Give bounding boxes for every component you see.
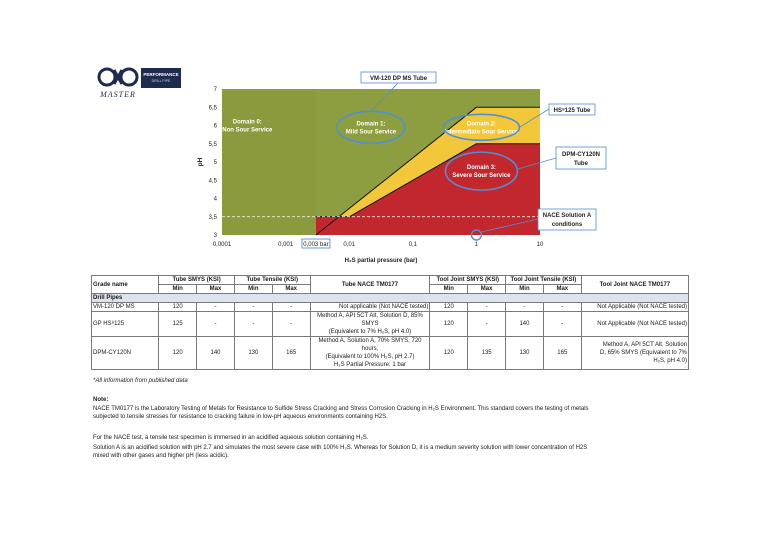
note-paragraph-1 <box>93 405 693 421</box>
cell-tj-tensile-max: - <box>543 303 581 312</box>
cell-tube-nace-line2: (Equivalent to 7% H₂S, pH 4.0) <box>328 329 412 335</box>
note-p3-line1: Solution A is an acidified solution with pH 2.7 and simulates the most severe case with 100% H₂S. Whereas for Solution D, it is a medium severity solution with lower concentration of H2S <box>93 445 588 451</box>
callout-dpm-text2: Tube <box>574 161 588 167</box>
header-max: Max <box>543 285 581 294</box>
cell-tube-tensile-max: - <box>272 303 310 312</box>
cell-tj-smys-min: 120 <box>430 312 468 337</box>
cell-tj-smys-min: 120 <box>430 337 468 370</box>
callout-hs125 <box>549 104 595 115</box>
header-tube-smys: Tube SMYS (KSI) <box>159 276 235 285</box>
header-grade: Grade name <box>92 276 159 294</box>
table-row <box>92 312 689 337</box>
callout-dpm <box>556 147 606 169</box>
callout-nace <box>538 209 596 230</box>
cell-tj-nace-line1: Method A, API 5CT Alt. Solution <box>602 342 687 348</box>
cell-tube-smys-min: 120 <box>159 303 197 312</box>
header-max: Max <box>272 285 310 294</box>
logo-badge-subtitle: DRILL PIPE <box>151 79 171 83</box>
cell-tube-nace-line2: (Equivalent to 100% H₂S, pH 2.7) <box>325 354 415 360</box>
header-tube-tensile: Tube Tensile (KSI) <box>234 276 310 285</box>
logo-badge-title: PERFORMANCE <box>143 72 179 77</box>
footnote: *All information from published data <box>93 378 188 384</box>
y-tick-label: 5,5 <box>208 141 217 148</box>
y-tick-label: 3,5 <box>208 214 217 221</box>
cell-tj-tensile-max: - <box>543 312 581 337</box>
cell-tj-nace <box>581 312 688 337</box>
callout-dpm-text1: DPM-CY120N <box>561 152 601 158</box>
domain-2-desc: Intermediate Sour Service <box>444 129 519 136</box>
logo-brand: MASTER <box>100 90 136 99</box>
cell-tj-tensile-max: 165 <box>543 337 581 370</box>
cell-tube-tensile-min: 130 <box>234 337 272 370</box>
cell-tj-tensile-min: 140 <box>506 312 544 337</box>
cell-tj-smys-max: 135 <box>468 337 506 370</box>
cell-tube-smys-min: 125 <box>159 312 197 337</box>
callout-vm120-text: VM-120 DP MS Tube <box>369 76 428 82</box>
y-tick-label: 6,5 <box>208 105 217 112</box>
y-tick-label: 4,5 <box>208 178 217 185</box>
cell-tj-nace <box>581 303 688 312</box>
section-row <box>92 294 689 303</box>
cell-grade: DPM-CY120N <box>92 337 159 370</box>
grade-properties-table <box>91 275 689 370</box>
domain-0-name: Domain 0: <box>232 119 262 126</box>
cell-tj-smys-max: - <box>468 303 506 312</box>
cell-tj-nace-line3: H₂S, pH 4.0) <box>653 358 687 364</box>
cell-grade: VM-120 DP MS <box>92 303 159 312</box>
table-row <box>92 337 689 370</box>
x-tick-label: 0,001 <box>278 242 294 248</box>
note-paragraph-2: For the NACE test, a tensile test specimen is immersed in an acidified aqueous solution containing H₂S. <box>93 435 369 441</box>
y-axis-label: pH <box>197 157 204 167</box>
header-max: Max <box>468 285 506 294</box>
callout-hs125-text: HS⁸125 Tube <box>553 108 591 114</box>
domain-0-desc: Non Sour Service <box>222 127 273 134</box>
y-tick-label: 7 <box>213 87 217 93</box>
y-tick-label: 6 <box>213 123 217 130</box>
note-p1-line1: NACE TM0177 is the Laboratory Testing of Metals for Resistance to Sulfide Stress Cracking and Stress Corrosion Cracking in H₂S Environment. This standard covers the testing of metals <box>93 406 589 412</box>
note-p1-line2: subjected to tensile stresses for resistance to cracking failure in low-pH aqueous environments containing H2S. <box>93 414 388 421</box>
cell-tube-smys-max: 140 <box>197 337 235 370</box>
header-tj-nace: Tool Joint NACE TM0177 <box>581 276 688 294</box>
cell-tube-smys-max: - <box>197 303 235 312</box>
cell-tube-nace <box>310 312 430 337</box>
note-title: Note: <box>93 397 109 403</box>
cell-tube-nace <box>310 337 430 370</box>
x-tick-label: 0,0001 <box>212 242 232 248</box>
note-paragraph-3 <box>93 444 693 460</box>
cell-tube-tensile-min: - <box>234 303 272 312</box>
cell-tj-nace-line2: D, 65% SMYS (Equivalent to 7% <box>599 350 687 356</box>
cell-tj-smys-min: 120 <box>430 303 468 312</box>
cell-tube-tensile-max: 165 <box>272 337 310 370</box>
header-tj-tensile: Tool Joint Tensile (KSI) <box>506 276 582 285</box>
x-tick-label: 0,003 bar <box>303 242 329 248</box>
domain-2-name: Domain 2: <box>466 121 496 128</box>
cell-tube-nace-line3: H₂S Partial Pressure: 1 bar <box>333 362 406 368</box>
cell-tj-nace <box>581 337 688 370</box>
x-axis-label: H₂S partial pressure (bar) <box>344 258 418 264</box>
domain-3-name: Domain 3: <box>466 165 496 172</box>
cell-tube-nace-line1: Method A, API 5CT Alt. Solution D, 85% SMYS <box>317 313 423 327</box>
cell-tj-tensile-min: - <box>506 303 544 312</box>
x-tick-label: 0,01 <box>343 242 356 248</box>
cell-tube-tensile-min: - <box>234 312 272 337</box>
x-tick-label: 0,1 <box>408 242 417 248</box>
header-tj-smys: Tool Joint SMYS (KSI) <box>430 276 506 285</box>
y-tick-label: 3 <box>213 233 217 239</box>
cell-tj-nace-line1: Not Applicable (Not NACE tested) <box>597 304 687 310</box>
cell-tj-tensile-min: 130 <box>506 337 544 370</box>
cell-tube-nace <box>310 303 430 312</box>
section-label: Drill Pipes <box>92 294 689 303</box>
y-axis-ticks <box>209 87 218 239</box>
header-min: Min <box>159 285 197 294</box>
callout-vm120 <box>361 72 436 83</box>
cell-tj-nace-line1: Not Applicable (Not NACE tested) <box>597 321 687 327</box>
cell-tube-nace-line1: Not applicable (Not NACE tested) <box>339 304 429 310</box>
note-p3-line2: mixed with other gases and higher pH (less acidic). <box>93 453 229 460</box>
cell-tube-smys-min: 120 <box>159 337 197 370</box>
cell-tj-smys-max: - <box>468 312 506 337</box>
callout-nace-text2: conditions <box>551 222 583 228</box>
x-tick-label: 10 <box>536 242 544 248</box>
header-min: Min <box>430 285 468 294</box>
header-min: Min <box>506 285 544 294</box>
callout-nace-text1: NACE Solution A <box>542 213 592 219</box>
domain-1-name: Domain 1: <box>356 121 386 128</box>
x-axis-ticks <box>213 239 544 248</box>
domain-0-region <box>222 89 316 235</box>
cell-tube-tensile-max: - <box>272 312 310 337</box>
table-row <box>92 303 689 312</box>
domain-1-desc: Mild Sour Service <box>345 129 397 136</box>
header-tube-nace: Tube NACE TM0177 <box>310 276 430 294</box>
y-tick-label: 5 <box>213 160 217 166</box>
cell-tube-smys-max: - <box>197 312 235 337</box>
header-max: Max <box>197 285 235 294</box>
y-tick-label: 4 <box>213 196 217 203</box>
cell-grade: GP HS⁸125 <box>92 312 159 337</box>
header-min: Min <box>234 285 272 294</box>
x-tick-label: 1 <box>474 242 479 248</box>
domain-3-desc: Severe Sour Service <box>452 173 511 180</box>
cell-tube-nace-line1: Method A, Solution A, 70% SMYS, 720 hours, <box>318 338 422 352</box>
